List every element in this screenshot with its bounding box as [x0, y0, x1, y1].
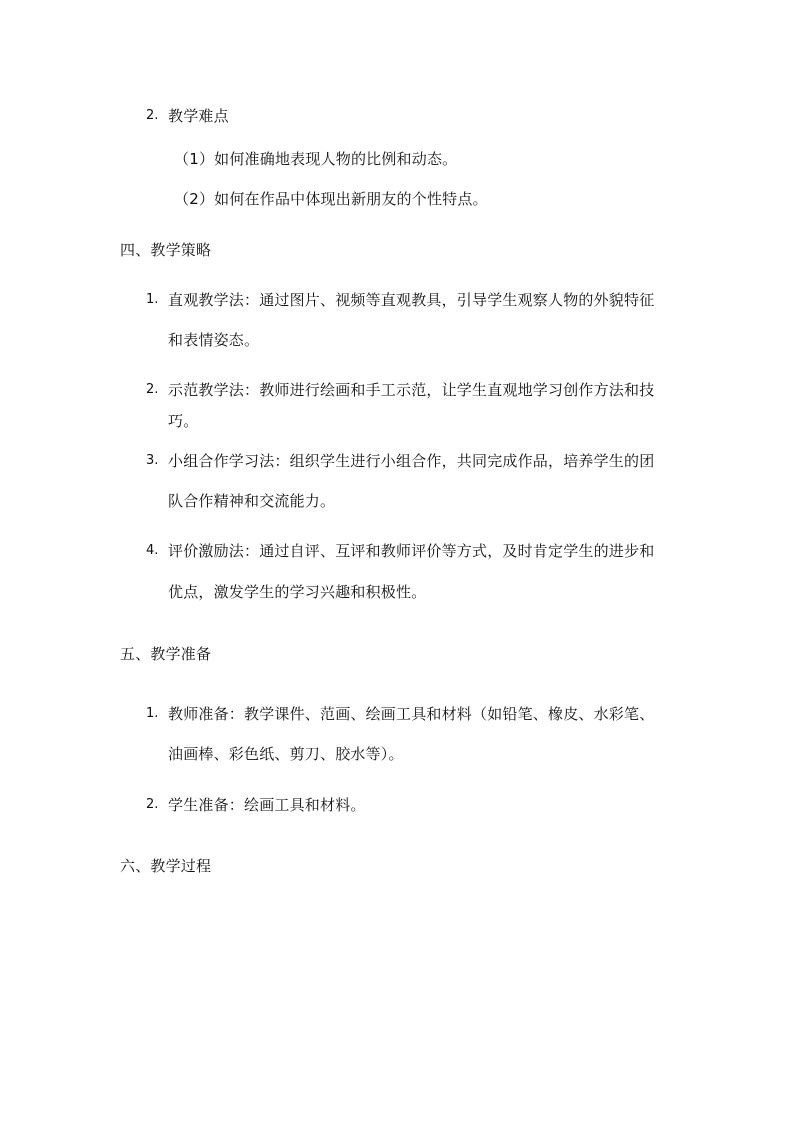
difficulty-item-2: （2）如何在作品中体现出新朋友的个性特点。 [174, 190, 488, 208]
preparation-item-1-line2: 油画棒、彩色纸、剪刀、胶水等）。 [168, 745, 404, 763]
difficulty-number: 2. [146, 108, 159, 123]
strategy-item-1-number: 1. [146, 292, 159, 307]
strategy-item-1-line1: 直观教学法：通过图片、视频等直观教具，引导学生观察人物的外貌特征 [168, 291, 655, 309]
preparation-heading: 五、教学准备 [120, 645, 212, 663]
strategy-item-4-number: 4. [146, 543, 159, 558]
strategy-item-3-number: 3. [146, 453, 159, 468]
process-heading: 六、教学过程 [120, 857, 212, 875]
strategy-item-1-line2: 和表情姿态。 [168, 331, 260, 349]
preparation-item-2-number: 2. [146, 797, 159, 812]
strategy-item-3-line1: 小组合作学习法：组织学生进行小组合作，共同完成作品，培养学生的团 [168, 452, 655, 470]
strategy-item-4-line1: 评价激励法：通过自评、互评和教师评价等方式，及时肯定学生的进步和 [168, 542, 655, 560]
strategy-heading: 四、教学策略 [120, 241, 212, 259]
strategy-item-2-line1: 示范教学法：教师进行绘画和手工示范，让学生直观地学习创作方法和技 [168, 381, 655, 399]
strategy-item-4-line2: 优点，激发学生的学习兴趣和积极性。 [168, 583, 427, 601]
difficulty-title: 教学难点 [168, 107, 229, 125]
strategy-item-2-line2: 巧。 [168, 412, 199, 430]
strategy-item-3-line2: 队合作精神和交流能力。 [168, 492, 336, 510]
strategy-item-2-number: 2. [146, 382, 159, 397]
difficulty-item-1: （1）如何准确地表现人物的比例和动态。 [174, 150, 458, 168]
preparation-item-2-line1: 学生准备：绘画工具和材料。 [168, 796, 366, 814]
preparation-item-1-line1: 教师准备：教学课件、范画、绘画工具和材料（如铅笔、橡皮、水彩笔、 [168, 705, 655, 723]
preparation-item-1-number: 1. [146, 706, 159, 721]
